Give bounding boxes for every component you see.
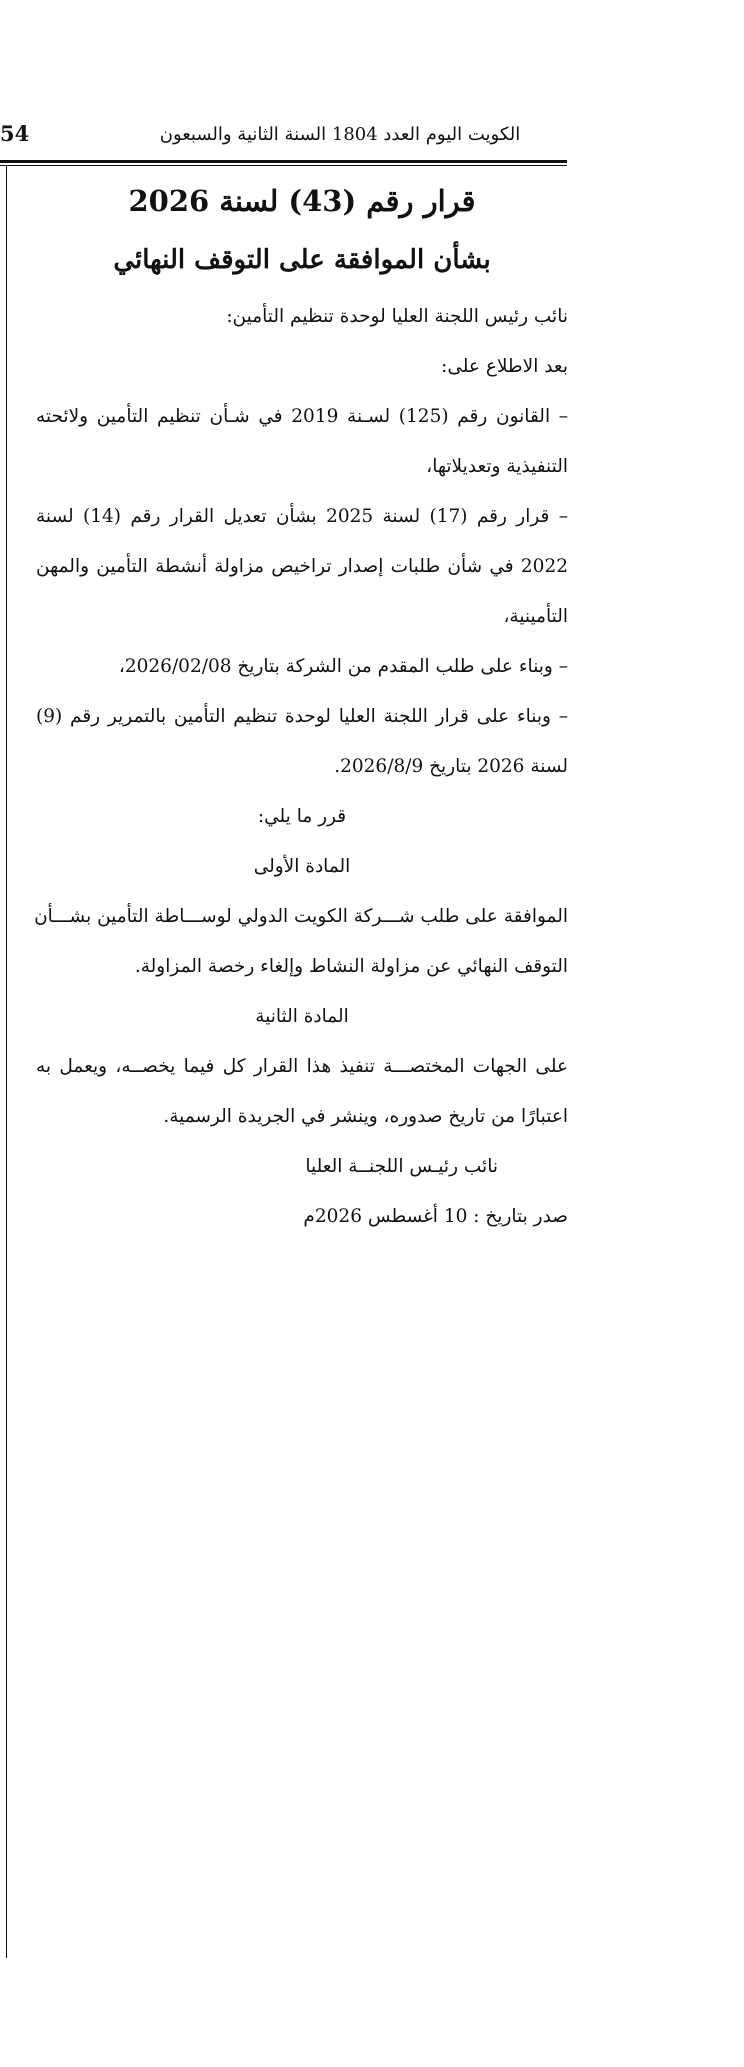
header-rule-thin [0,165,567,166]
column-divider [6,166,7,1958]
preamble-line: – قرار رقم (17) لسنة 2025 بشأن تعديل القرار رقم (14) لسنة [36,506,568,527]
article-2-line: على الجهات المختصـــة تنفيذ هذا القرار كل فيما يخصــه، ويعمل به [36,1056,568,1077]
article-2-heading: المادة الثانية [255,1006,349,1027]
preamble-line: – وبناء على طلب المقدم من الشركة بتاريخ 2026/02/08، [118,656,568,677]
page-number: 54 [0,121,30,146]
preamble-line: 2022 في شأن طلبات إصدار تراخيص مزاولة أنشطة التأمين والمهن [36,556,568,577]
preamble-line: التأمينية، [503,606,568,627]
preamble-line: – القانون رقم (125) لسـنة 2019 في شـأن تنظيم التأمين ولائحته [36,406,569,427]
decision-subtitle: بشأن الموافقة على التوقف النهائي [113,245,491,275]
issuer-line: نائب رئيس اللجنة العليا لوحدة تنظيم التأمين: [226,306,568,327]
preamble-line: – وبناء على قرار اللجنة العليا لوحدة تنظيم التأمين بالتمرير رقم (9) [36,706,568,727]
article-2-line: اعتبارًا من تاريخ صدوره، وينشر في الجريدة الرسمية. [163,1106,568,1127]
signature-line: نائب رئيـس اللجنــة العليا [305,1156,498,1177]
decision-title: قرار رقم (43) لسنة 2026 [128,184,476,218]
decision-body [36,172,568,1242]
issued-date: صدر بتاريخ : 10 أغسطس 2026م [303,1206,568,1227]
preamble-intro: بعد الاطلاع على: [441,356,568,377]
preamble-line: التنفيذية وتعديلاتها، [426,456,568,477]
preamble-line: لسنة 2026 بتاريخ 2026/8/9. [334,756,568,777]
running-header: الكويت اليوم العدد 1804 السنة الثانية والسبعون [159,124,521,145]
resolved-heading: قرر ما يلي: [257,806,347,827]
article-1-line: الموافقة على طلب شـــركة الكويت الدولي لوســـاطة التأمين بشـــأن [34,906,568,927]
article-1-line: التوقف النهائي عن مزاولة النشاط وإلغاء رخصة المزاولة. [134,956,568,977]
header-rule-thick [0,160,567,163]
article-1-heading: المادة الأولى [253,856,351,877]
